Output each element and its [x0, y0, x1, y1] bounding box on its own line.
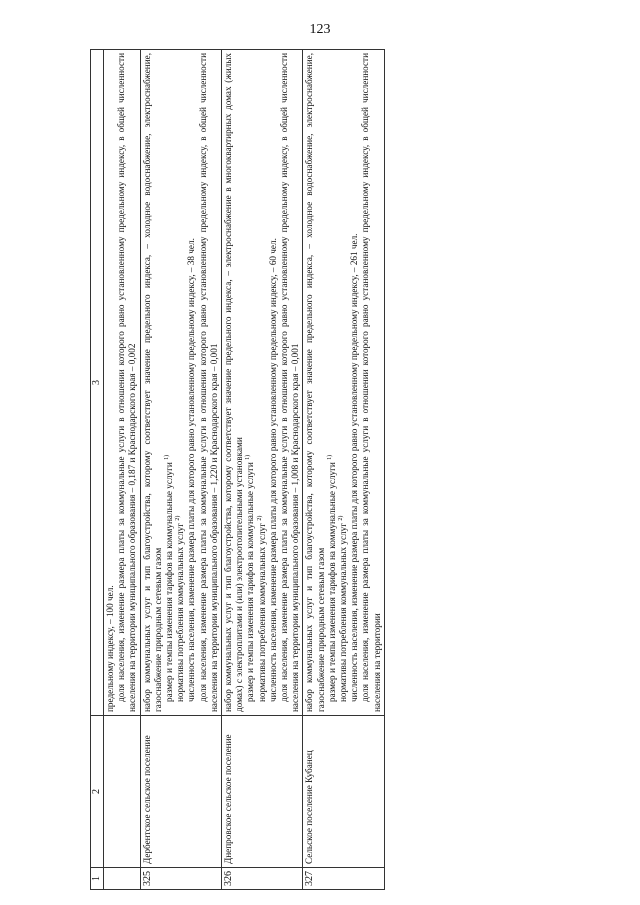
- content-line-text: набор коммунальных услуг и тип благоустройства, которому соответствует значение предельного индекса, – холодное водоснабжение, электроснабжение, газоснабжение природным сетевым газом: [141, 53, 163, 712]
- content-line: [223, 53, 245, 712]
- header-col-3: 3: [91, 50, 104, 716]
- content-line: [360, 53, 382, 712]
- municipality-name: Дербентское сельское поселение: [140, 716, 221, 868]
- content-line-text: доля населения, изменение размера платы за коммунальные услуги в отношении которого равно установленному предельному индексу, в общей численности населения на территории: [360, 53, 382, 712]
- table-row-continued: [104, 50, 141, 890]
- cell-name-empty: [104, 716, 141, 868]
- content-line-text: доля населения, изменение размера платы за коммунальные услуги в отношении которого равно установленному предельному индексу, в общей численности населения на территории муниципального образования – 1,220 и Краснодарского края – 0,001: [197, 53, 219, 712]
- footnote-marker: 2): [256, 515, 263, 521]
- content-line: [268, 53, 279, 712]
- municipality-name: Днепровское сельское поселение: [222, 716, 303, 868]
- content-line-text: доля населения, изменение размера платы за коммунальные услуги в отношении которого равно установленному предельному индексу, в общей численности населения на территории муниципального образования – 1,008 и Краснодарского края – 0,001: [279, 53, 301, 712]
- row-number: 325: [140, 868, 221, 890]
- footnote-marker: 1): [163, 454, 170, 460]
- content-line-text: нормативы потребления коммунальных услуг: [338, 522, 349, 702]
- content-line: [164, 53, 175, 712]
- content-line: [142, 53, 164, 712]
- content-line: [175, 53, 186, 712]
- content-line: [257, 53, 268, 712]
- footnote-marker: 2): [175, 515, 182, 521]
- content-line-text: нормативы потребления коммунальных услуг: [256, 522, 267, 702]
- footnote-marker: 2): [338, 515, 344, 521]
- header-col-1: 1: [91, 868, 104, 890]
- content-line: [304, 53, 326, 712]
- cell-num-empty: [104, 868, 141, 890]
- continued-line-2: доля населения, изменение размера платы за коммунальные услуги в отношении которого равно установленному предельному индексу, в общей численности населения на территории муниципального образования – 0,187 и Краснодарского края – 0,002: [116, 53, 138, 712]
- content-line-text: набор коммунальных услуг и тип благоустройства, которому соответствует значение предельного индекса, – электроснабжение в многоквартирных домах (жилых домах) с электроплитами и (или) электроотопительными установками: [223, 53, 245, 712]
- footnote-marker: 1): [245, 454, 252, 460]
- row-number: 327: [303, 868, 384, 890]
- row-number: 326: [222, 868, 303, 890]
- row-content: [222, 50, 303, 716]
- table-header-row: [91, 50, 104, 890]
- content-line: [327, 53, 338, 712]
- table-row: [140, 50, 221, 890]
- content-line-text: численность населения, изменение размера платы для которого равно установленному предельному индексу, – 60 чел.: [267, 238, 278, 702]
- content-line: [338, 53, 349, 712]
- content-line-text: нормативы потребления коммунальных услуг: [175, 522, 186, 702]
- footnote-marker: 1): [326, 454, 333, 460]
- content-line-text: размер и темпы изменения тарифов на коммунальные услуги: [245, 462, 256, 702]
- municipality-name: Сельское поселение Кубанец: [303, 716, 384, 868]
- content-line: [186, 53, 197, 712]
- content-line-text: размер и темпы изменения тарифов на коммунальные услуги: [326, 462, 337, 702]
- data-table: [90, 49, 385, 890]
- content-line: [349, 53, 360, 712]
- header-col-2: 2: [91, 716, 104, 868]
- table-row: [303, 50, 384, 890]
- content-line-text: численность населения, изменение размера платы для которого равно установленному предельному индексу, – 261 чел.: [349, 233, 360, 702]
- table-row: [222, 50, 303, 890]
- content-line-text: набор коммунальных услуг и тип благоустройства, которому соответствует значение предельного индекса, – холодное водоснабжение, электроснабжение, газоснабжение природным сетевым газом: [304, 53, 326, 712]
- content-line-text: численность населения, изменение размера платы для которого равно установленному предельному индексу, – 38 чел.: [186, 238, 197, 702]
- content-line-text: размер и темпы изменения тарифов на коммунальные услуги: [164, 462, 175, 702]
- page-number: 123: [309, 22, 331, 37]
- cell-content-continued: [104, 50, 141, 716]
- row-content: [140, 50, 221, 716]
- content-line: [198, 53, 220, 712]
- content-line: [245, 53, 256, 712]
- row-content: [303, 50, 384, 716]
- content-line: [279, 53, 301, 712]
- continued-line-1: предельному индексу, – 100 чел.: [105, 585, 115, 712]
- rotated-table: [90, 50, 620, 890]
